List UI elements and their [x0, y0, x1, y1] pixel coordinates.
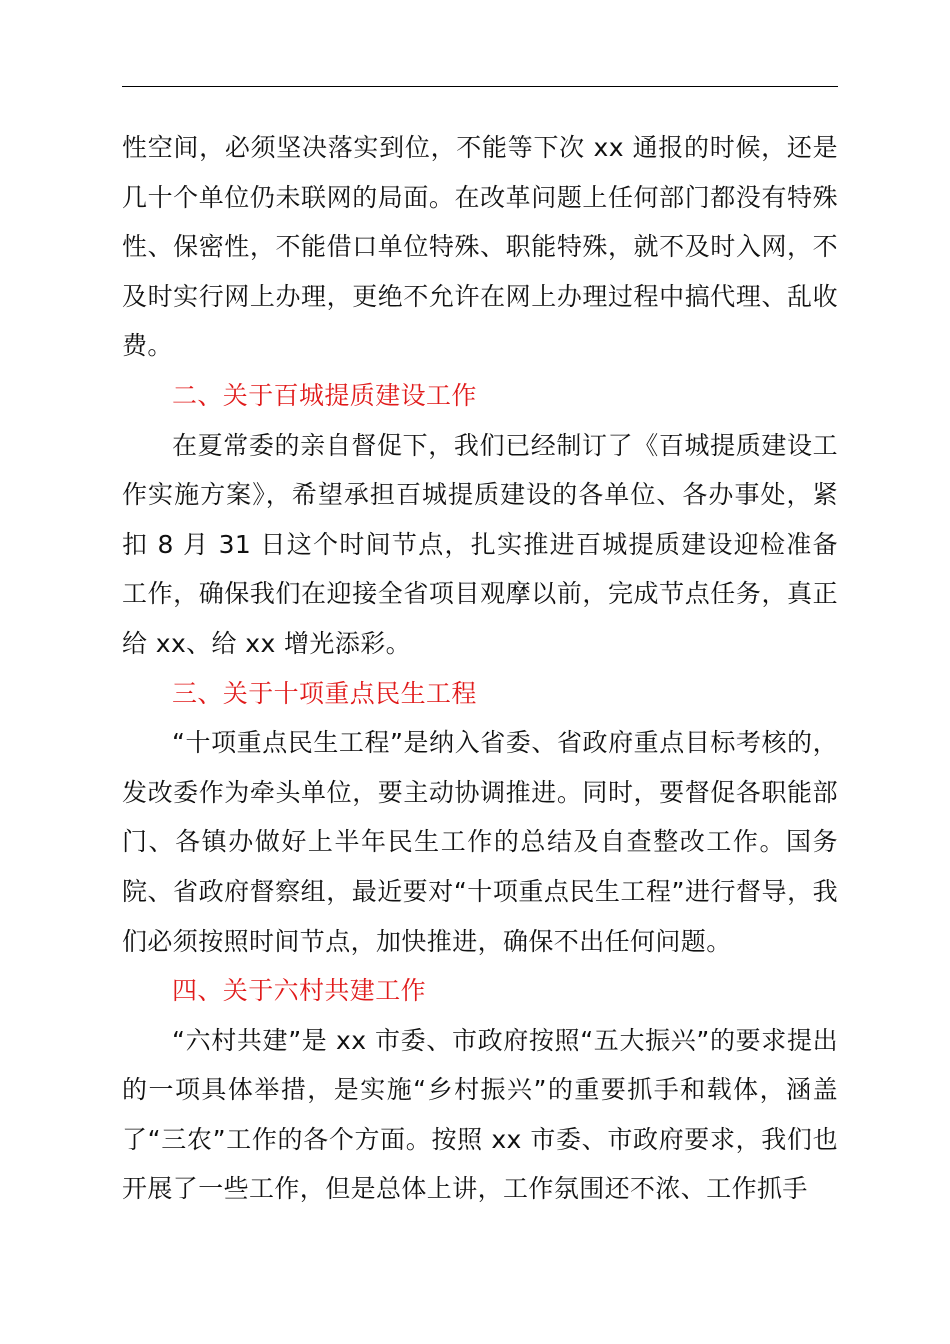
body-paragraph-4: “六村共建”是 xx 市委、市政府按照“五大振兴”的要求提出的一项具体举措，是实施“乡村振兴”的重要抓手和载体，涵盖了“三农”工作的各个方面。按照 xx 市委、市政府要求，我们也开展了一些工作，但是总体上讲，工作氛围还不浓、工作抓手 [122, 1025, 838, 1204]
section-heading-3: 三、关于十项重点民生工程 [172, 678, 477, 708]
section-heading-2: 二、关于百城提质建设工作 [172, 380, 477, 410]
body-paragraph-2: 在夏常委的亲自督促下，我们已经制订了《百城提质建设工作实施方案》，希望承担百城提质建设的各单位、各办事处，紧扣 8 月 31 日这个时间节点，扎实推进百城提质建设迎检准备工作，确保我们在迎接全省项目观摩以前，完成节点任务，真正给 xx、给 xx 增光添彩。 [122, 430, 838, 658]
body-paragraph-3: “十项重点民生工程”是纳入省委、省政府重点目标考核的，发改委作为牵头单位，要主动协调推进。同时，要督促各职能部门、各镇办做好上半年民生工作的总结及自查整改工作。国务院、省政府督察组，最近要对“十项重点民生工程”进行督导，我们必须按照时间节点，加快推进，确保不出任何问题。 [122, 728, 838, 956]
body-paragraph-1: 性空间，必须坚决落实到位，不能等下次 xx 通报的时候，还是几十个单位仍未联网的局面。在改革问题上任何部门都没有特殊性、保密性，不能借口单位特殊、职能特殊，就不及时入网，不及时实行网上办理，更绝不允许在网上办理过程中搞代理、乱收费。 [122, 133, 838, 361]
section-heading-4: 四、关于六村共建工作 [172, 976, 427, 1006]
document-body [122, 123, 838, 1214]
header-rule [122, 86, 838, 87]
